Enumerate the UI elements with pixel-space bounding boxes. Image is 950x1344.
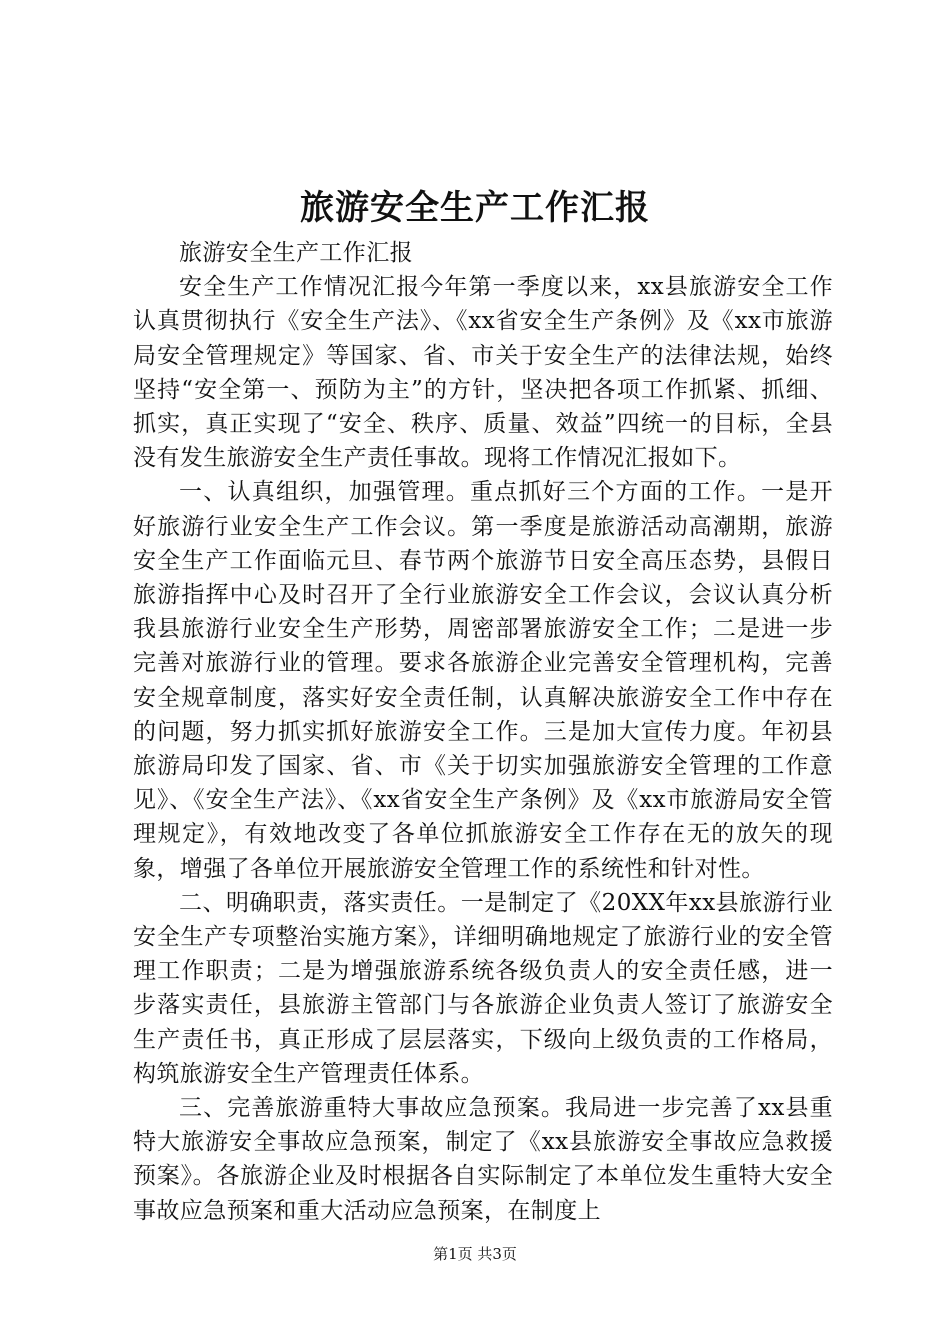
- document-title: 旅游安全生产工作汇报: [300, 188, 650, 228]
- paragraph-section-2: 二、明确职责，落实责任。一是制定了《20XX年xx县旅游行业安全生产专项整治实施方案》，详细明确地规定了旅游行业的安全管理工作职责；二是为增强旅游系统各级负责人的安全责任感，进一步落实责任，县旅游主管部门与各旅游企业负责人签订了旅游安全生产责任书，真正形成了层层落实，下级向上级负责的工作格局，构筑旅游安全生产管理责任体系。: [133, 889, 833, 1087]
- paragraph-subtitle: 旅游安全生产工作汇报: [179, 240, 413, 266]
- paragraph-intro: 安全生产工作情况汇报今年第一季度以来，xx县旅游安全工作认真贯彻执行《安全生产法》、《xx省安全生产条例》及《xx市旅游局安全管理规定》等国家、省、市关于安全生产的法律法规，始终坚持“安全第一、预防为主”的方针，坚决把各项工作抓紧、抓细、抓实，真正实现了“安全、秩序、质量、效益”四统一的目标，全县没有发生旅游安全生产责任事故。现将工作情况汇报如下。: [133, 274, 833, 472]
- paragraph-section-3: 三、完善旅游重特大事故应急预案。我局进一步完善了xx县重特大旅游安全事故应急预案，制定了《xx县旅游安全事故应急救援预案》。各旅游企业及时根据各自实际制定了本单位发生重特大安全事故应急预案和重大活动应急预案，在制度上: [133, 1095, 833, 1224]
- page-footer: 第1页 共3页: [433, 1245, 517, 1263]
- document-body: [133, 236, 833, 1228]
- paragraph-section-1: 一、认真组织，加强管理。重点抓好三个方面的工作。一是开好旅游行业安全生产工作会议。第一季度是旅游活动高潮期，旅游安全生产工作面临元旦、春节两个旅游节日安全高压态势，县假日旅游指挥中心及时召开了全行业旅游安全工作会议，会议认真分析我县旅游行业安全生产形势，周密部署旅游安全工作；二是进一步完善对旅游行业的管理。要求各旅游企业完善安全管理机构，完善安全规章制度，落实好安全责任制，认真解决旅游安全工作中存在的问题，努力抓实抓好旅游安全工作。三是加大宣传力度。年初县旅游局印发了国家、省、市《关于切实加强旅游安全管理的工作意见》、《安全生产法》、《xx省安全生产条例》及《xx市旅游局安全管理规定》，有效地改变了各单位抓旅游安全工作存在无的放矢的现象，增强了各单位开展旅游安全管理工作的系统性和针对性。: [133, 479, 833, 882]
